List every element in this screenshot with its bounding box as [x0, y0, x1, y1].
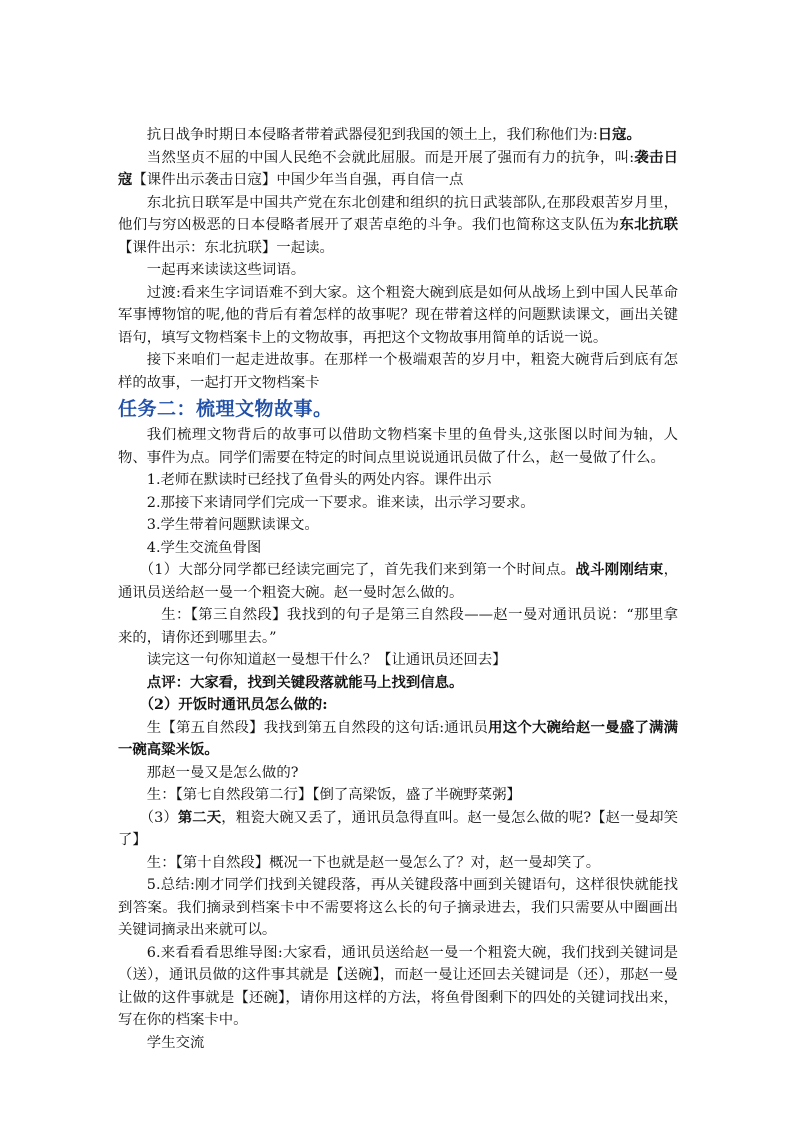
- text: 【课件出示袭击日寇】中国少年当自强，再自信一点: [132, 172, 464, 188]
- text: （3）: [139, 809, 178, 826]
- paragraph-japanese-invaders: [118, 124, 678, 147]
- keyword-attack: 袭击日寇: [118, 148, 678, 188]
- step-3: 3.学生带着问题默读课文。: [146, 517, 319, 533]
- point-1: [118, 559, 678, 604]
- paragraph-story-intro: 接下来咱们一起走进故事。在那样一个极端艰苦的岁月中，粗瓷大碗背后到底有怎样的故事，一起打开文物档案卡: [118, 352, 678, 391]
- text: 生【第五自然段】我找到第五自然段的这句话:通讯员: [146, 719, 489, 736]
- paragraph-transition: 过渡:看来生字词语难不到大家。这个粗瓷大碗到底是如何从战场上到中国人民革命军事博物馆的呢,他的背后有着怎样的故事呢？现在带着这样的问题默读课文，画出关键语句，填写文物档案卡上的文物故事，再把这个文物故事用简单的话说一说。: [118, 284, 678, 346]
- text: 抗日战争时期日本侵略者带着武器侵犯到我国的领土上，我们称他们为:: [146, 127, 598, 143]
- step-6-mindmap: 6.来看看看思维导图:大家看，通讯员送给赵一曼一个粗瓷大碗，我们找到关键词是（送），通讯员做的这件事其就是【送碗】，而赵一曼让还回去关键词是（还），那赵一曼让做的这件事就是【还碗】，请你用这样的方法，将鱼骨图剩下的四处的关键词找出来，写在你的档案卡中。: [118, 944, 678, 1028]
- text: 当然坚贞不屈的中国人民绝不会就此屈服。而是开展了强而有力的抗争，叫:: [146, 149, 635, 166]
- keyword-army: 东北抗联: [619, 216, 678, 233]
- point-2-answer: 生：【第七自然段第二行】【倒了高梁饭，盛了半碗野菜粥】: [146, 787, 521, 803]
- step-5-summary: 5.总结:刚才同学们找到关键段落，再从关键段落中画到关键语句，这样很快就能找到答案。我们摘录到档案卡中不需要将这么长的句子摘录进去，我们只需要从中圈画出关键词摘录出来就可以。: [118, 877, 678, 938]
- point-1-reading: 读完这一句你知道赵一曼想干什么？【让通讯员还回去】: [146, 652, 507, 668]
- paragraph-fishbone: 我们梳理文物背后的故事可以借助文物档案卡里的鱼骨头,这张图以时间为轴，人物、事件为点。同学们需要在特定的时间点里说说通讯员做了什么，赵一曼做了什么。: [118, 427, 678, 466]
- keyword-battle-end: 战斗刚刚结束: [575, 561, 664, 578]
- point-3: [118, 807, 678, 852]
- paragraph-read-words: 一起再来读读这些词语。: [146, 262, 306, 278]
- step-4: 4.学生交流鱼骨图: [146, 539, 262, 556]
- text: 东北抗日联军是中国共产党在东北创建和组织的抗日武装部队,在那段艰苦岁月里，他们与穷凶极恶的日本侵略者展开了艰苦卓绝的斗争。我们也简称这支队伍为: [118, 194, 678, 233]
- step-2: 2.那接下来请同学们完成一下要求。谁来读，出示学习要求。: [146, 494, 535, 511]
- paragraph-northeast-army: [118, 192, 678, 260]
- keyword-rikou: 日寇。: [597, 126, 641, 143]
- text: ，通讯员送给赵一曼一个粗瓷大碗。赵一曼时怎么做的。: [118, 562, 678, 601]
- point-2-student: [118, 717, 678, 762]
- paragraph-resistance: [118, 147, 678, 192]
- point-3-student: 生：【第十自然段】概况一下也就是赵一曼怎么了？对，赵一曼却笑了。: [146, 854, 601, 871]
- point-2-question: 那赵一曼又是怎么做的?: [146, 764, 299, 781]
- text: 【课件出示：东北抗联】一起读。: [118, 239, 334, 256]
- keyword-next-day: 第二天: [177, 808, 222, 826]
- step-1: 1.老师在默读时已经找了鱼骨头的两处内容。课件出示: [146, 472, 492, 488]
- document-body: [118, 124, 678, 1054]
- task-two-heading: 任务二：梳理文物故事。: [118, 398, 333, 420]
- students-discuss: 学生交流: [146, 1034, 205, 1051]
- point-2: （2）开饭时通讯员怎么做的:: [139, 696, 328, 713]
- point-1-comment: 点评：大家看，找到关键段落就能马上找到信息。: [146, 673, 464, 691]
- text: ，粗瓷大碗又丢了，通讯员急得直叫。赵一曼怎么做的呢?【赵一曼却笑了】: [118, 809, 678, 848]
- keyword-rice: 用这个大碗给赵一曼盛了满满一碗高粱米饭。: [118, 718, 678, 758]
- text: （1）大部分同学都已经读完画完了，首先我们来到第一个时间点。: [139, 562, 576, 578]
- point-1-student: 生：【第三自然段】我找到的句子是第三自然段——赵一曼对通讯员说：“那里拿来的，请你还到哪里去。”: [118, 607, 678, 646]
